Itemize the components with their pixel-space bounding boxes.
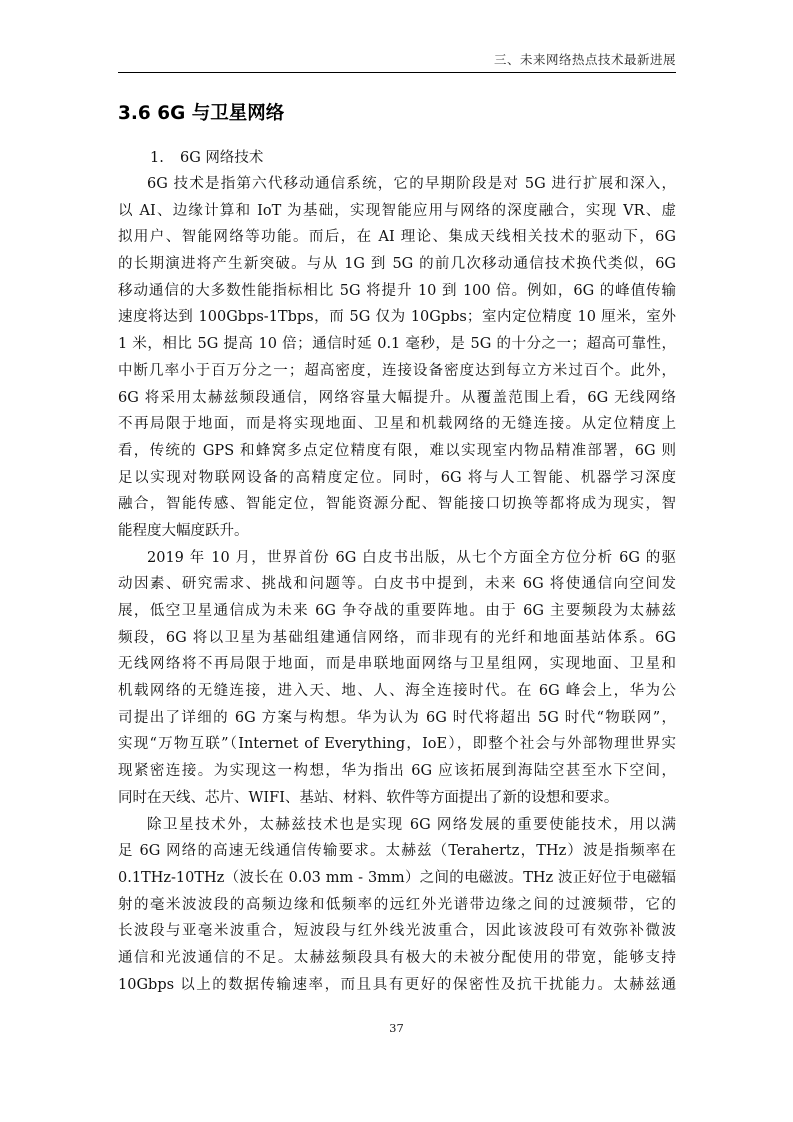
text-line: 能程度大幅度跃升。 xyxy=(118,522,249,539)
list-heading xyxy=(150,146,263,167)
text-line: 移动通信的大多数性能指标相比 5G 将提升 10 到 100 倍。例如，6G 的峰值传输 xyxy=(118,282,676,299)
text-line: 射的毫米波波段的高频边缘和低频率的远红外光谱带边缘之间的过渡频带，它的 xyxy=(118,896,676,913)
text-line: 6G 将采用太赫兹频段通信，网络容量大幅提升。从覆盖范围上看，6G 无线网络 xyxy=(118,389,676,406)
text-line: 看，传统的 GPS 和蜂窝多点定位精度有限，难以实现室内物品精准部署，6G 则 xyxy=(118,442,676,459)
paragraph xyxy=(118,812,676,999)
header-rule xyxy=(118,72,676,73)
text-line: 0.1THz-10THz（波长在 0.03 mm - 3mm）之间的电磁波。THz 波正好位于电磁辐 xyxy=(118,869,676,886)
text-line: 的长期演进将产生新突破。与从 1G 到 5G 的前几次移动通信技术换代类似，6G xyxy=(118,256,676,273)
text-line: 通信和光波通信的不足。太赫兹频段具有极大的未被分配使用的带宽，能够支持 xyxy=(118,949,676,966)
page-number: 37 xyxy=(389,1021,404,1035)
text-line: 动因素、研究需求、挑战和问题等。白皮书中提到，未来 6G 将使通信向空间发 xyxy=(118,576,676,593)
list-heading-text: 6G 网络技术 xyxy=(180,150,264,166)
body-text xyxy=(118,171,676,998)
paragraph xyxy=(118,545,676,812)
text-line: 以 AI、边缘计算和 IoT 为基础，实现智能应用与网络的深度融合，实现 VR、虚 xyxy=(118,202,676,219)
text-line: 实现“万物互联”（Internet of Everything，IoE），即整个社会与外部物理世界实 xyxy=(118,736,676,753)
text-line: 机载网络的无缝连接，进入天、地、人、海全连接时代。在 6G 峰会上，华为公 xyxy=(118,683,676,700)
text-line: 速度将达到 100Gbps-1Tbps，而 5G 仅为 10Gpbs；室内定位精度 10 厘米，室外 xyxy=(118,309,676,326)
text-line: 10Gbps 以上的数据传输速率，而且具有更好的保密性及抗干扰能力。太赫兹通 xyxy=(118,976,676,993)
text-line: 除卫星技术外，太赫兹技术也是实现 6G 网络发展的重要使能技术，用以满 xyxy=(147,816,676,833)
text-line: 足以实现对物联网设备的高精度定位。同时，6G 将与人工智能、机器学习深度 xyxy=(118,469,676,486)
running-header: 三、未来网络热点技术最新进展 xyxy=(493,52,676,67)
text-line: 融合，智能传感、智能定位，智能资源分配、智能接口切换等都将成为现实，智 xyxy=(118,496,676,513)
text-line: 长波段与亚毫米波重合，短波段与红外线光波重合，因此该波段可有效弥补微波 xyxy=(118,923,676,940)
text-line: 频段，6G 将以卫星为基础组建通信网络，而非现有的光纤和地面基站体系。6G xyxy=(118,629,676,646)
text-line: 展，低空卫星通信成为未来 6G 争夺战的重要阵地。由于 6G 主要频段为太赫兹 xyxy=(118,603,676,619)
text-line: 无线网络将不再局限于地面，而是串联地面网络与卫星组网，实现地面、卫星和 xyxy=(118,656,676,673)
text-line: 不再局限于地面，而是将实现地面、卫星和机载网络的无缝连接。从定位精度上 xyxy=(118,416,676,433)
text-line: 司提出了详细的 6G 方案与构想。华为认为 6G 时代将超出 5G 时代“物联网”， xyxy=(118,709,676,726)
section-title: 3.6 6G 与卫星网络 xyxy=(118,103,285,124)
paragraph xyxy=(118,171,676,545)
list-number: 1. xyxy=(150,150,164,166)
text-line: 中断几率小于百万分之一；超高密度，连接设备密度达到每立方米过百个。此外， xyxy=(118,362,676,379)
text-line: 6G 技术是指第六代移动通信系统，它的早期阶段是对 5G 进行扩展和深入， xyxy=(147,176,676,192)
text-line: 同时在天线、芯片、WIFI、基站、材料、软件等方面提出了新的设想和要求。 xyxy=(118,789,619,806)
text-line: 2019 年 10 月，世界首份 6G 白皮书出版，从七个方面全方位分析 6G 的驱 xyxy=(147,549,676,566)
text-line: 足 6G 网络的高速无线通信传输要求。太赫兹（Terahertz，THz）波是指频率在 xyxy=(118,843,676,860)
text-line: 1 米，相比 5G 提高 10 倍；通信时延 0.1 毫秒，是 5G 的十分之一；超高可靠性， xyxy=(118,336,676,353)
text-line: 现紧密连接。为实现这一构想，华为指出 6G 应该拓展到海陆空甚至水下空间， xyxy=(118,763,676,780)
text-line: 拟用户、智能网络等功能。而后，在 AI 理论、集成天线相关技术的驱动下，6G xyxy=(118,229,676,246)
